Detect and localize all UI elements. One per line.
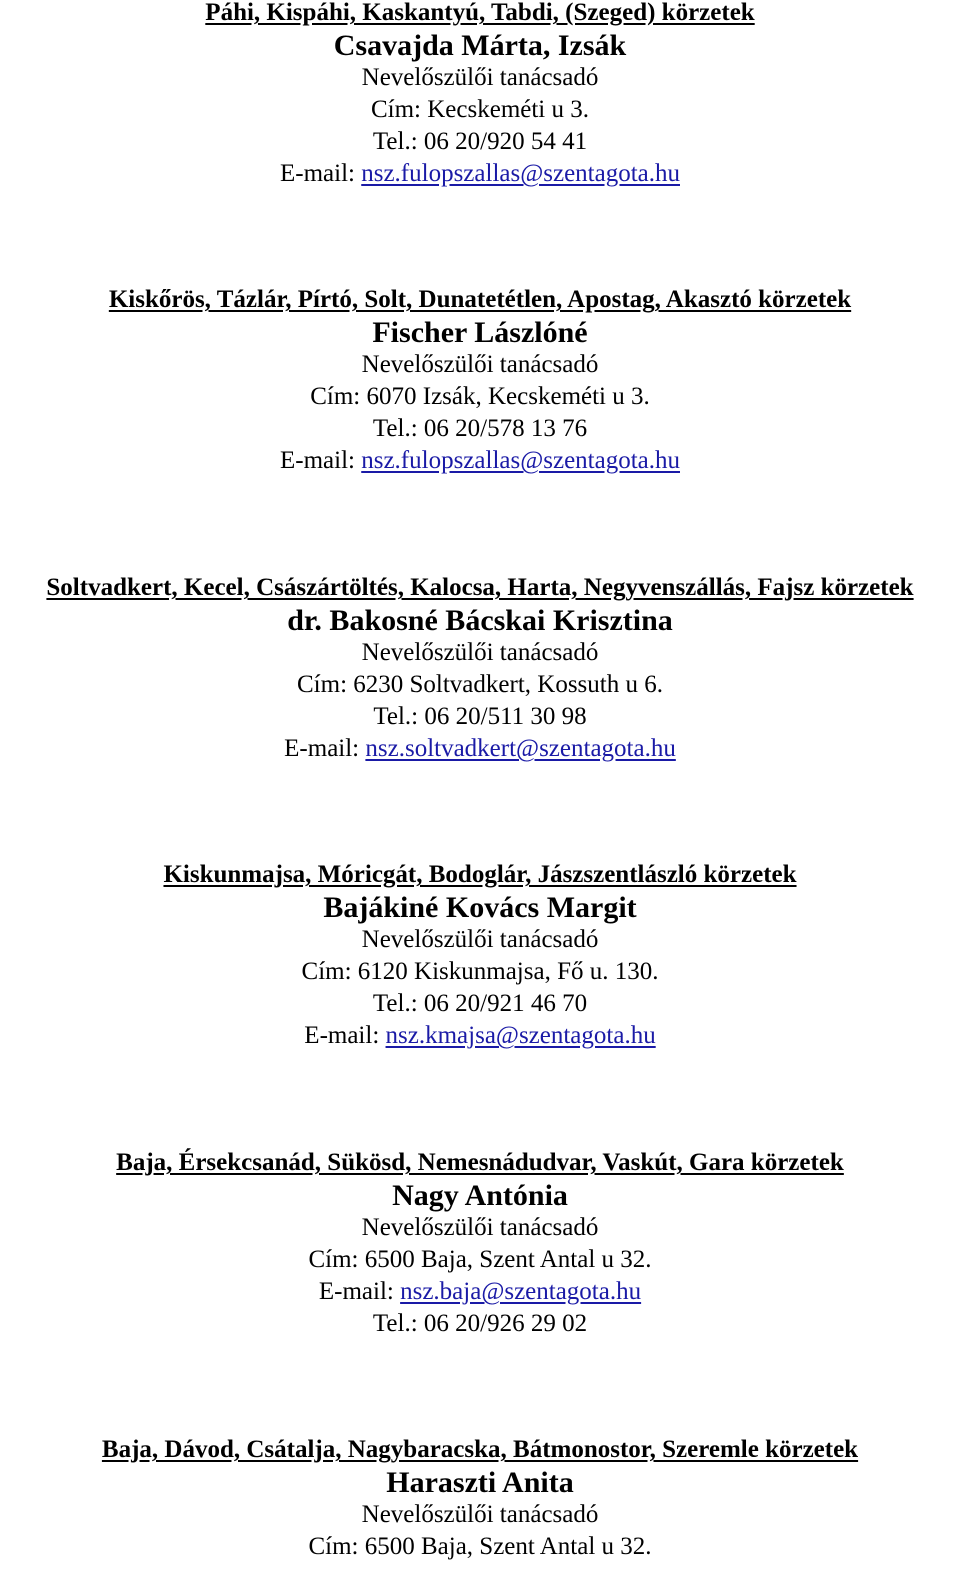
advisor-name: Nagy Antónia <box>392 1179 568 1212</box>
advisor-name: Csavajda Márta, Izsák <box>333 29 627 62</box>
region-heading: Kiskunmajsa, Móricgát, Bodoglár, Jászszentlászló körzetek <box>163 861 797 888</box>
advisor-address: Cím: Kecskeméti u 3. <box>370 96 590 123</box>
email-label: E-mail: <box>280 447 355 474</box>
email-link[interactable]: nsz.baja@szentagota.hu <box>400 1278 642 1305</box>
advisor-address: Cím: 6120 Kiskunmajsa, Fő u. 130. <box>301 958 659 985</box>
advisor-phone: Tel.: 06 20/926 29 02 <box>372 1310 588 1337</box>
advisor-email-line <box>0 1276 960 1308</box>
region-heading: Páhi, Kispáhi, Kaskantyú, Tabdi, (Szeged) körzetek <box>205 0 755 26</box>
region-heading: Soltvadkert, Kecel, Császártöltés, Kalocsa, Harta, Negyvenszállás, Fajsz körzetek <box>46 574 914 601</box>
advisor-email-line <box>0 445 960 477</box>
advisor-role: Nevelőszülői tanácsadó <box>361 639 599 666</box>
region-heading: Kiskőrös, Tázlár, Pírtó, Solt, Dunatetétlen, Apostag, Akasztó körzetek <box>108 286 852 313</box>
advisor-address: Cím: 6500 Baja, Szent Antal u 32. <box>308 1533 652 1560</box>
email-link[interactable]: nsz.fulopszallas@szentagota.hu <box>361 447 680 474</box>
contact-block <box>0 0 960 190</box>
advisor-email-line <box>0 158 960 190</box>
email-link[interactable]: nsz.kmajsa@szentagota.hu <box>385 1022 656 1049</box>
region-heading: Baja, Érsekcsanád, Sükösd, Nemesnádudvar, Vaskút, Gara körzetek <box>116 1149 844 1176</box>
region-heading: Baja, Dávod, Csátalja, Nagybaracska, Bátmonostor, Szeremle körzetek <box>101 1436 859 1463</box>
advisor-address: Cím: 6500 Baja, Szent Antal u 32. <box>308 1246 652 1273</box>
advisor-phone: Tel.: 06 20/578 13 76 <box>372 415 588 442</box>
advisor-email-line <box>0 1020 960 1052</box>
contact-block <box>0 859 960 1052</box>
contact-block <box>0 1434 960 1563</box>
advisor-role: Nevelőszülői tanácsadó <box>361 1214 599 1241</box>
email-link[interactable]: nsz.soltvadkert@szentagota.hu <box>365 735 676 762</box>
advisor-name: Bajákiné Kovács Margit <box>323 891 637 924</box>
advisor-address: Cím: 6230 Soltvadkert, Kossuth u 6. <box>297 671 663 698</box>
email-link[interactable]: nsz.fulopszallas@szentagota.hu <box>361 160 680 187</box>
advisor-role: Nevelőszülői tanácsadó <box>361 351 599 378</box>
advisor-phone: Tel.: 06 20/920 54 41 <box>372 128 588 155</box>
advisor-email-line <box>0 733 960 765</box>
contact-block <box>0 1147 960 1340</box>
advisor-address: Cím: 6070 Izsák, Kecskeméti u 3. <box>310 383 650 410</box>
email-label: E-mail: <box>304 1022 380 1049</box>
advisor-name: Fischer Lászlóné <box>372 316 588 349</box>
advisor-phone: Tel.: 06 20/511 30 98 <box>373 703 587 730</box>
advisor-role: Nevelőszülői tanácsadó <box>361 926 599 953</box>
advisor-role: Nevelőszülői tanácsadó <box>361 1501 599 1528</box>
contact-block <box>0 284 960 477</box>
advisor-role: Nevelőszülői tanácsadó <box>361 64 599 91</box>
advisor-name: dr. Bakosné Bácskai Krisztina <box>287 604 673 637</box>
email-label: E-mail: <box>280 160 355 187</box>
email-label: E-mail: <box>318 1278 394 1305</box>
advisor-name: Haraszti Anita <box>386 1466 574 1499</box>
contact-block <box>0 572 960 765</box>
email-label: E-mail: <box>284 735 360 762</box>
advisor-phone: Tel.: 06 20/921 46 70 <box>372 990 588 1017</box>
